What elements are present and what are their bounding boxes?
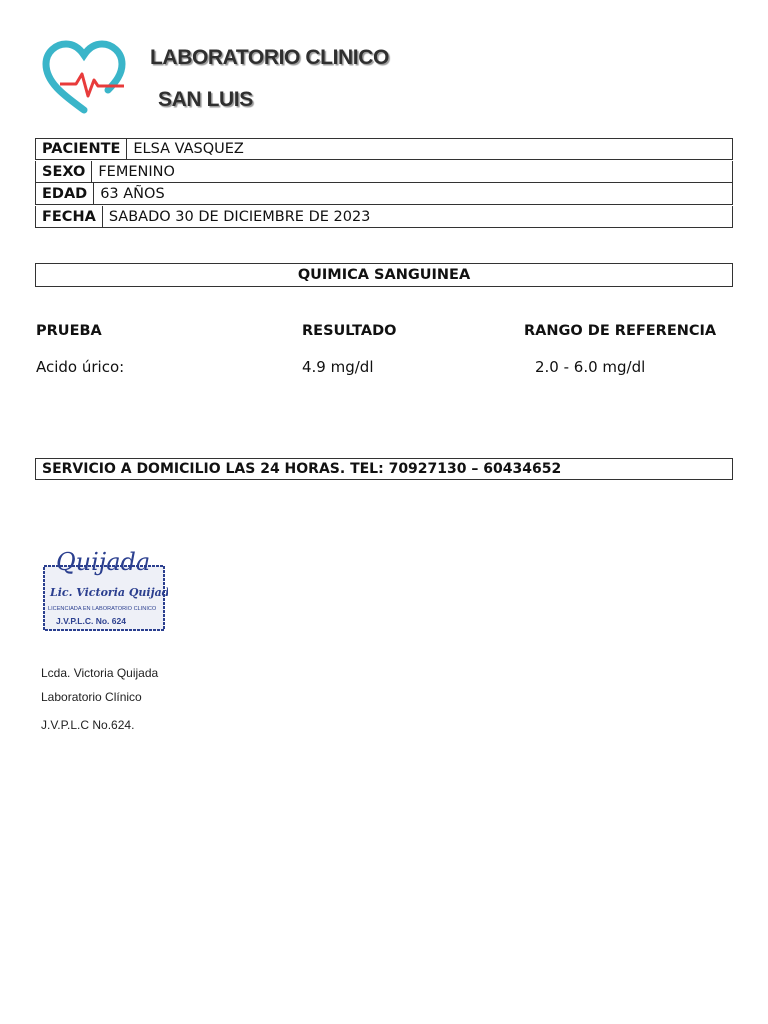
- age-row: [35, 183, 733, 205]
- patient-label: PACIENTE: [36, 139, 127, 159]
- date-value: SABADO 30 DE DICIEMBRE DE 2023: [108, 208, 371, 225]
- stamp-line2: LICENCIADA EN LABORATORIO CLINICO: [48, 606, 157, 612]
- age-label: EDAD: [36, 183, 94, 204]
- column-header-result: RESULTADO: [302, 323, 397, 339]
- column-header-test: PRUEBA: [36, 323, 102, 339]
- date-row: [35, 206, 733, 228]
- stamp-line3: J.V.P.L.C. No. 624: [56, 616, 126, 626]
- age-value: 63 AÑOS: [100, 185, 165, 202]
- section-title: QUIMICA SANGUINEA: [35, 263, 733, 287]
- signatory-license: J.V.P.L.C No.624.: [41, 718, 135, 732]
- column-header-range: RANGO DE REFERENCIA: [524, 323, 717, 339]
- patient-name-row: [35, 138, 733, 160]
- result-value: 4.9 mg/dl: [302, 358, 374, 376]
- result-test-name: Acido úrico:: [36, 358, 125, 376]
- lab-title-line1: LABORATORIO CLINICO: [150, 46, 389, 69]
- stamp-line1: Lic. Victoria Quijada: [50, 586, 168, 599]
- heart-pulse-logo-icon: [38, 40, 130, 120]
- sex-label: SEXO: [36, 161, 92, 182]
- date-label: FECHA: [36, 206, 103, 227]
- signatory-role: Laboratorio Clínico: [41, 690, 142, 704]
- patient-value: ELSA VASQUEZ: [133, 141, 244, 157]
- service-notice: SERVICIO A DOMICILIO LAS 24 HORAS. TEL: 70927130 – 60434652: [35, 458, 733, 480]
- stamp-signature: Quijada: [56, 548, 151, 576]
- signature-stamp: [40, 540, 168, 634]
- result-reference-range: 2.0 - 6.0 mg/dl: [535, 358, 646, 376]
- signatory-name: Lcda. Victoria Quijada: [41, 666, 159, 680]
- lab-title-line2: SAN LUIS: [158, 88, 253, 111]
- sex-value: FEMENINO: [98, 163, 175, 180]
- sex-row: [35, 161, 733, 183]
